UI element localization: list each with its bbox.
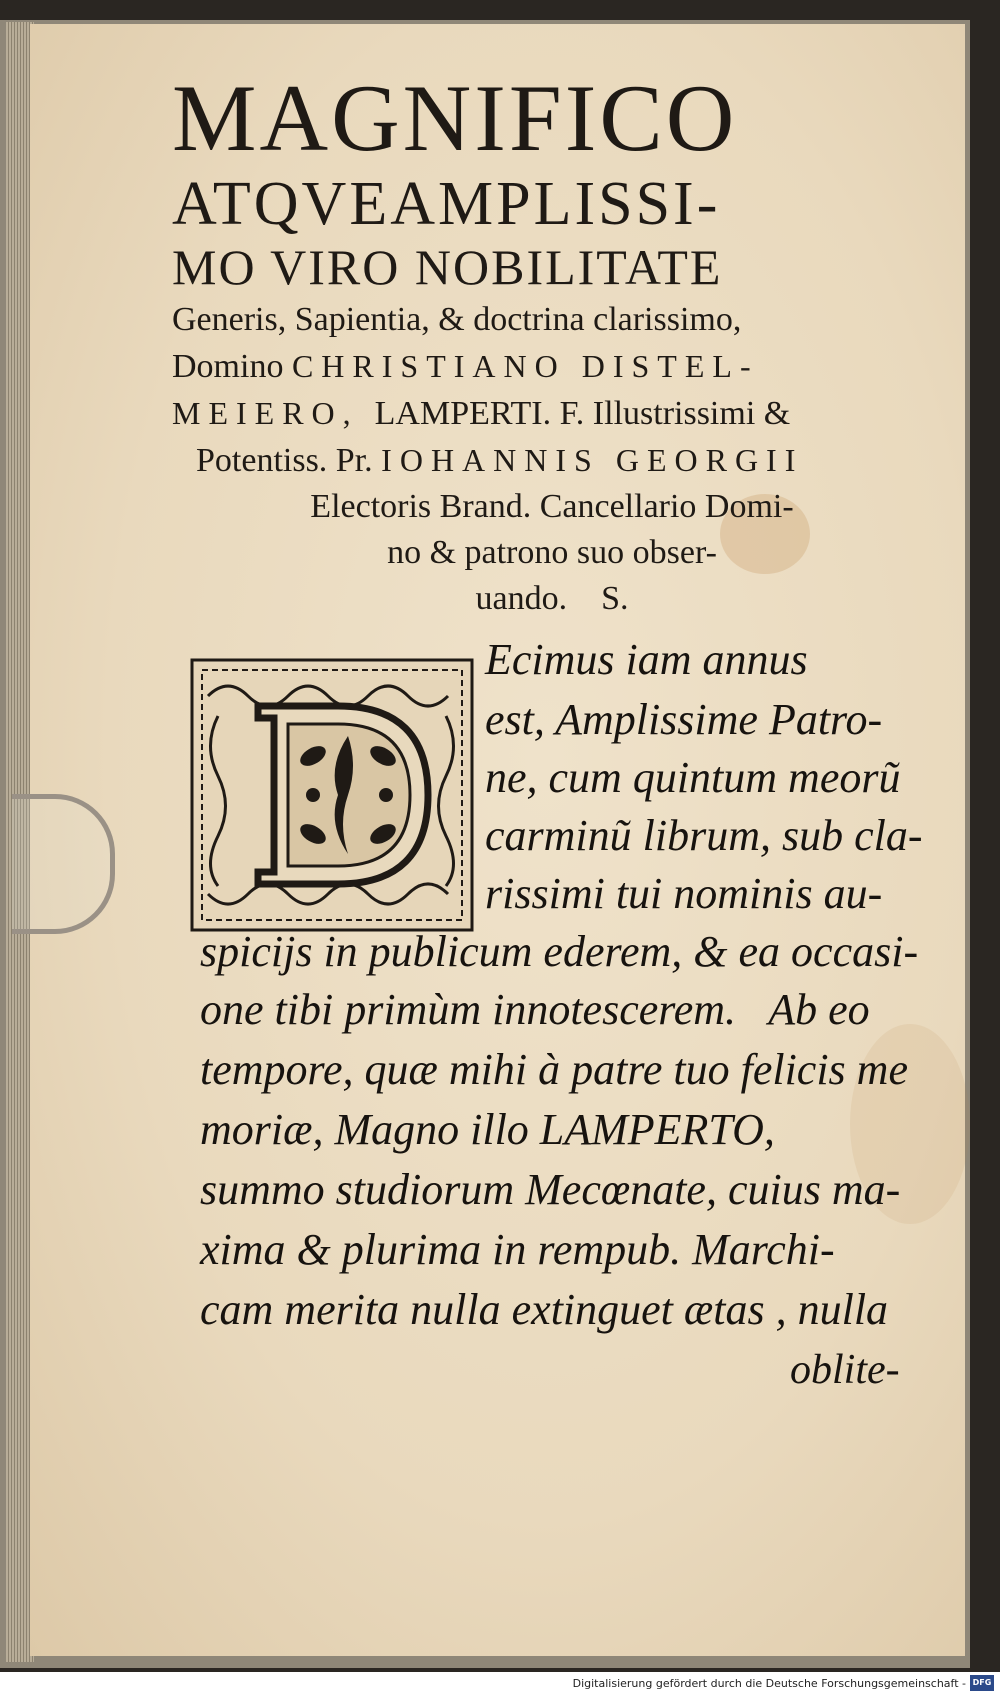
dfg-logo: DFG [970, 1675, 994, 1691]
book-page [30, 24, 965, 1656]
funding-notice: Digitalisierung gefördert durch die Deutsche Forschungsgemeinschaft - [572, 1677, 966, 1690]
body-line: est, Amplissime Patro- [485, 695, 883, 744]
clasp-ribbon [12, 794, 115, 934]
body-line: carminũ librum, sub cla- [485, 811, 923, 860]
body-line: cam merita nulla extinguet ætas , nulla [200, 1285, 889, 1334]
heading-line: no & patrono suo obser- [387, 534, 717, 571]
heading-line [172, 343, 972, 390]
body-line: summo studiorum Mecœnate, cuius ma- [200, 1165, 901, 1214]
heading-line: MAGNIFICO [172, 65, 738, 171]
body-line: ne, cum quintum meorũ [485, 753, 901, 802]
heading-line: Generis, Sapientia, & doctrina clarissimo, [172, 301, 742, 338]
body-line: xima & plurima in rempub. Marchi- [200, 1225, 835, 1274]
heading-line: ATQVEAMPLISSI- [172, 170, 721, 238]
body-line: rissimi tui nominis au- [485, 869, 883, 918]
body-line: spicijs in publicum ederem, & ea occasi- [200, 927, 919, 976]
dedication-heading [172, 66, 972, 622]
body-line: tempore, quæ mihi à patre tuo felicis me [200, 1045, 908, 1094]
heading-text: Potentiss. Pr. [196, 442, 382, 479]
body-line: moriæ, Magno illo LAMPERTO, [200, 1105, 775, 1154]
heading-line: uando. S. [475, 580, 629, 617]
heading-name-caps: CHRISTIANO DISTEL- [291, 348, 759, 384]
catchword: oblite- [790, 1347, 900, 1393]
decorated-initial [188, 656, 476, 934]
heading-name-caps: IOHANNIS GEORGII [381, 442, 804, 478]
heading-name-caps: MEIERO, [172, 395, 375, 431]
heading-line [172, 437, 972, 484]
body-line: Ecimus iam annus [485, 635, 808, 684]
body-line: one tibi primùm innotescerem. Ab eo [200, 985, 870, 1034]
heading-line: Electoris Brand. Cancellario Domi- [310, 488, 794, 525]
heading-text: Domino [172, 348, 292, 385]
heading-text: LAMPERTI. F. Illustrissimi & [374, 395, 791, 432]
heading-line [172, 390, 972, 437]
heading-line: MO VIRO NOBILITATE [172, 239, 723, 295]
decorated-initial-d-icon [188, 656, 476, 934]
